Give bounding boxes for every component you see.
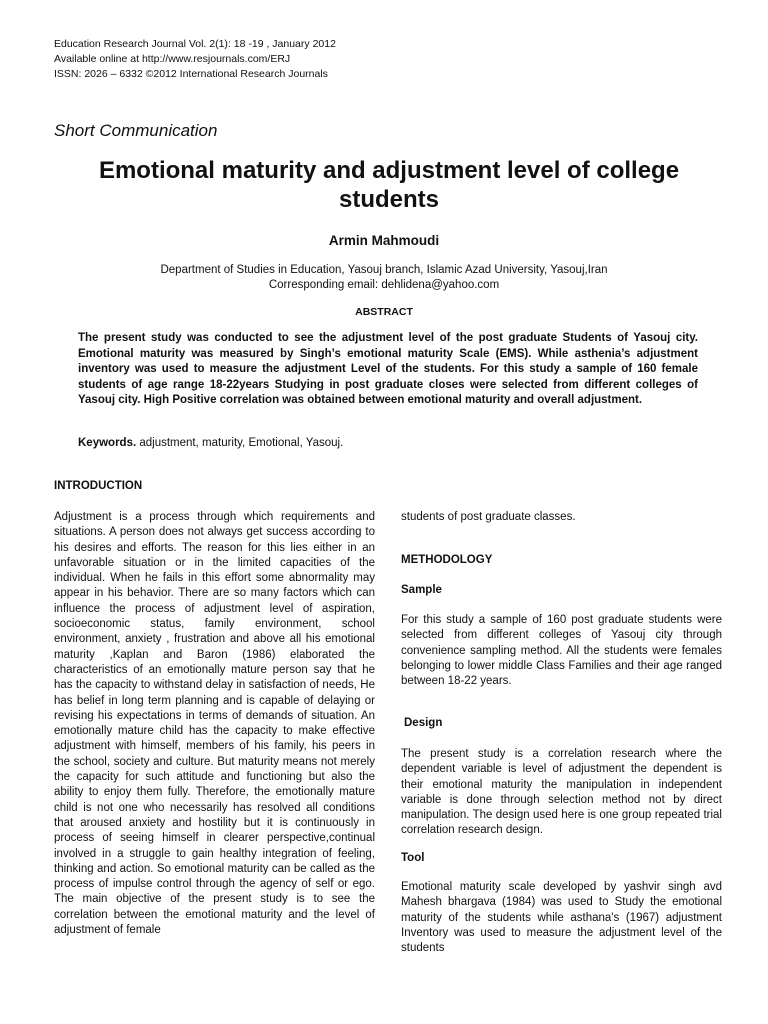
tool-text: Emotional maturity scale developed by yashvir singh avd Mahesh bhargava (1984) was used to Study the emotional maturity of the students while asthana's (1967) adjustment Inventory was used to measure the adjustment level of the students <box>401 881 722 955</box>
journal-header <box>54 37 336 82</box>
section-type: Short Communication <box>54 121 218 140</box>
author-name: Armin Mahmoudi <box>328 233 440 248</box>
introduction-text: Adjustment is a process through which requirements and situations. A person does not always get success according to his desires and efforts. The reason for this lies either in an unfavorable situation or in the limited capacities of the individual. When he fails in this effort some abnormality may appear in his behavior. There are so many factors which can influence the process of adjustment level of aspiration, socioeconomic status, family environment, school environment, anxiety , frustration and above all his emotional maturity ,Kaplan and Baron (1986) elaborated the characteristics of an emotionally mature person say that he has the capacity to withstand delay in satisfaction of needs, He has belief in long term planning and is capable of delaying or revising his expectations in terms of demands of situation. An emotionally mature child has the capacity to make effective adjustment with himself, members of his family, his peers in the school, society and culture. But maturity means not merely the capacity for such attitude and functioning but also the ability to enjoy them fully. Therefore, the emotionally mature child is not one who necessarily has resolved all conditions that aroused anxiety and hostility but it is continuously in process of seeing himself in clearer perspective,continual involved in a struggle to gain healthy integration of feeling, thinking and action. So emotional maturity can be called as the process of impulse control through the agency of self or ego. The main objective of the present study is to see the correlation between the emotional maturity and the level of adjustment of female <box>54 511 375 937</box>
introduction-heading: INTRODUCTION <box>54 480 143 492</box>
affiliation-block <box>0 263 768 293</box>
affiliation: Department of Studies in Education, Yasouj branch, Islamic Azad University, Yasouj,Iran <box>160 264 608 276</box>
journal-issn: ISSN: 2026 – 6332 ©2012 International Research Journals <box>54 68 328 80</box>
introduction-continuation: students of post graduate classes. <box>401 511 576 523</box>
paper-title: Emotional maturity and adjustment level of college students <box>98 157 680 213</box>
journal-citation: Education Research Journal Vol. 2(1): 18 -19 , January 2012 <box>54 38 336 50</box>
keywords-text: adjustment, maturity, Emotional, Yasouj. <box>139 437 344 449</box>
abstract-heading: ABSTRACT <box>355 306 413 318</box>
design-heading: Design <box>404 717 443 729</box>
sample-heading: Sample <box>401 584 442 596</box>
corresponding-email: Corresponding email: dehlidena@yahoo.com <box>268 279 500 291</box>
journal-url: Available online at http://www.resjournals.com/ERJ <box>54 53 291 65</box>
tool-heading: Tool <box>401 852 425 864</box>
keywords-label: Keywords. <box>78 437 137 449</box>
methodology-heading: METHODOLOGY <box>401 554 493 566</box>
keywords <box>78 437 343 449</box>
abstract-text: The present study was conducted to see the adjustment level of the post graduate Students of Yasouj city. Emotional maturity was measured by Singh’s emotional maturity Scale (EMS). While asthenia’s adjustment inventory was used to measure the adjustment Level of the students. For this study a sample of 160 female students of age range 18-22years Studying in post graduate closes were selected from different colleges of Yasouj city. High Positive correlation was obtained between emotional maturity and overall adjustment. <box>78 332 698 406</box>
sample-text: For this study a sample of 160 post graduate students were selected from different colleges of Yasouj city through convenience sampling method. All the students were females belonging to lower middle Class Families and their age ranged between 18-22 years. <box>401 614 722 688</box>
design-text: The present study is a correlation research where the dependent variable is level of adjustment the dependent is their emotional maturity the manipulation in independent variable is done through selection method not by direct manipulation. The design used here is one group repeated trial correlation research design. <box>401 748 722 837</box>
